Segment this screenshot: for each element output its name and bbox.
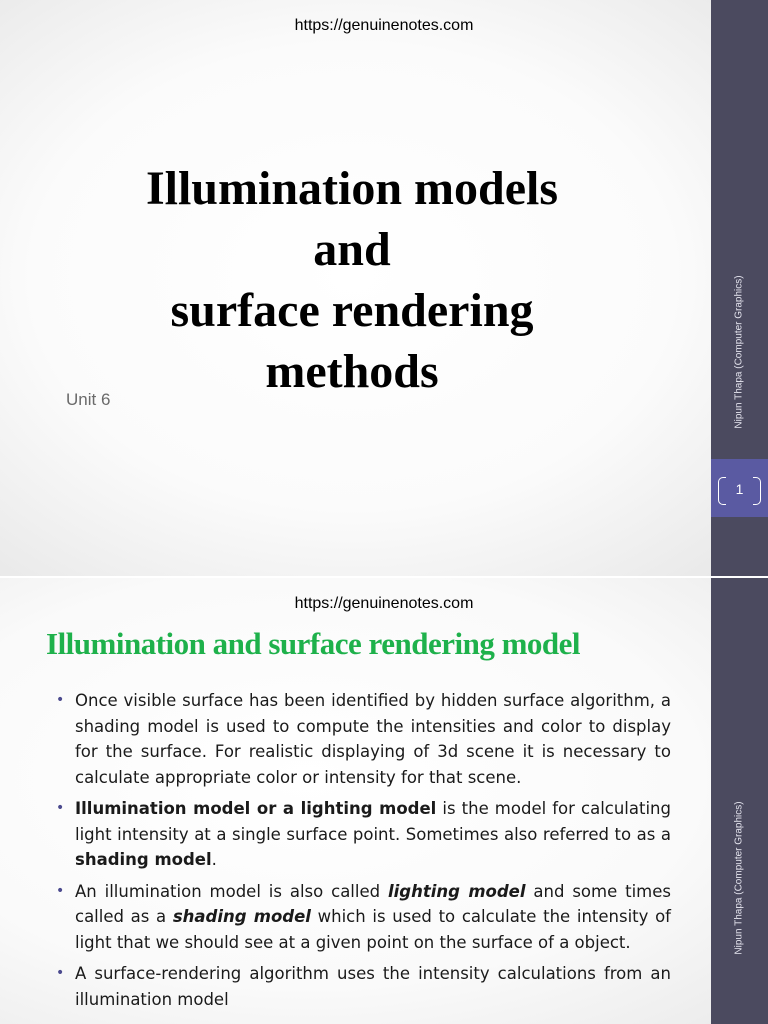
author-footer: Nipun Thapa (Computer Graphics) [733, 801, 745, 955]
bullet-icon: • [56, 692, 65, 708]
title-line: and [313, 223, 391, 276]
bullet-text: An illumination model is also called [75, 881, 388, 901]
list-item [54, 961, 671, 1012]
page-number: 1 [735, 481, 744, 497]
emphasis-term: shading model [172, 907, 311, 926]
emphasis-term: lighting model [387, 881, 526, 901]
bullet-icon: • [56, 882, 65, 899]
title-line: surface rendering [170, 284, 534, 337]
list-item [54, 879, 671, 956]
bullet-text: . [211, 850, 217, 869]
page-number-box [711, 459, 768, 517]
title-line: Illumination models [145, 162, 559, 215]
bullet-list [54, 688, 671, 1018]
bullet-text: Once visible surface has been identified by hidden surface algorithm, a shading model is used to compute the intensities and color to display for the surface. For realistic displaying of 3d scene it is necessary to calculate appropriate color or intensity for that scene. [75, 691, 671, 787]
bullet-text: A surface-rendering algorithm uses the intensity calculations from an illumination model [75, 964, 671, 1009]
list-item [54, 796, 671, 873]
bold-term: shading model [75, 850, 212, 869]
source-url[interactable]: https://genuinenotes.com [294, 17, 474, 34]
unit-label: Unit 6 [66, 390, 111, 409]
bullet-icon: • [56, 965, 65, 981]
bullet-icon: • [56, 800, 65, 816]
source-url[interactable]: https://genuinenotes.com [294, 595, 474, 612]
slide-title [0, 158, 704, 402]
bullet-text: is the model for calculating light intensity at a single surface point. Sometimes also referred to as a [75, 799, 671, 844]
list-item [54, 688, 671, 790]
content-slide [0, 578, 768, 1024]
slide-heading: Illumination and surface rendering model [46, 626, 581, 661]
author-footer: Nipun Thapa (Computer Graphics) [733, 275, 745, 429]
bold-term: Illumination model or a lighting model [75, 799, 437, 818]
bullet-text: which is used to calculate the intensity of light that we should see at a given point on the surface of a object. [75, 907, 671, 952]
bullet-text: and some times called as a [75, 881, 671, 926]
title-line: methods [265, 345, 439, 398]
